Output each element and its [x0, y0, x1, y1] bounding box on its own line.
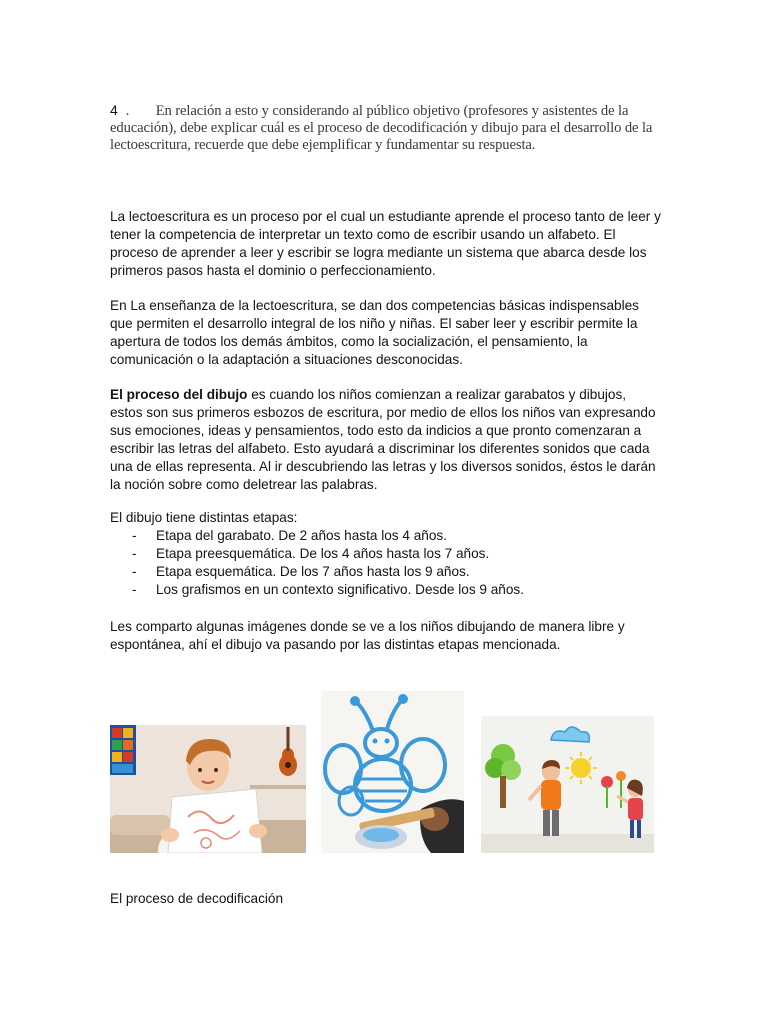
photo-boy-holding-drawing [110, 725, 306, 853]
paragraph-imagenes [110, 618, 662, 654]
paragraph-ensenanza [110, 297, 662, 369]
bullet-dash: - [132, 528, 137, 543]
paragraph-4: Les comparto algunas imágenes donde se ve a los niños dibujando de manera libre y espontánea, ahí el dibujo va pasando por las distintas etapas mencionada. [110, 619, 625, 652]
stage-text: Etapa esquemática. De los 7 años hasta los 9 años. [156, 564, 470, 579]
decodificacion-heading [110, 890, 662, 908]
photo-children-wall-mural [481, 716, 654, 853]
stage-item [110, 563, 650, 581]
question-text: En relación a esto y considerando al público objetivo (profesores y asistentes de la educación), debe explicar cuál es el proceso de decodificación y dibujo para el desarrollo de la lectoescritura, recuerde que debe ejemplificar y fundamentar su respuesta. [110, 103, 653, 154]
bullet-dash: - [132, 546, 137, 561]
bullet-dash: - [132, 582, 137, 597]
paragraph-2: En La enseñanza de la lectoescritura, se dan dos competencias básicas indispensables que permiten el desarrollo integral de los niño y niñas. El saber leer y escribir permite la apertura de todos los demás ámbitos, como la socialización, el pensamiento, la comunicación o la adaptación a situaciones desconocidas. [110, 298, 639, 367]
stage-text: Los grafismos en un contexto significativo. Desde los 9 años. [156, 582, 524, 597]
question-number: 4 [110, 102, 118, 118]
stage-item [110, 545, 650, 563]
paragraph-1: La lectoescritura es un proceso por el cual un estudiante aprende el proceso tanto de leer y tener la competencia de interpretar un texto como de escribir usando un alfabeto. El proceso de aprender a leer y escribir se logra mediante un sistema que abarca desde los primeros pasos hasta el dominio o perfeccionamiento. [110, 209, 661, 278]
question-dot: . [125, 103, 130, 119]
final-heading: El proceso de decodificación [110, 891, 284, 906]
stages-intro [110, 509, 662, 527]
photo-child-painting-bee [321, 691, 464, 853]
paragraph-lectoescritura [110, 208, 662, 280]
stage-item [110, 581, 650, 599]
paragraph-3-bold-lead: El proceso del dibujo [110, 387, 248, 402]
paragraph-3-rest: es cuando los niños comienzan a realizar garabatos y dibujos, estos son sus primeros esbozos de escritura, por medio de ellos los niños van expresando sus emociones, ideas y pensamientos, todo esto da indicios a que pronto comenzaran a escribir las letras del alfabeto. Esto ayudará a discriminar los diferentes sonidos que cada una de ellas representa. Al ir descubriendo las letras y los diversos sonidos, éstos le darán la noción sobre como deletrear las palabras. [110, 387, 656, 492]
stage-text: Etapa preesquemática. De los 4 años hasta los 7 años. [156, 546, 490, 561]
paragraph-3 [110, 386, 662, 494]
stage-text: Etapa del garabato. De 2 años hasta los 4 años. [156, 528, 447, 543]
stage-item [110, 527, 650, 545]
stages-intro-text: El dibujo tiene distintas etapas: [110, 510, 298, 525]
bullet-dash: - [132, 564, 137, 579]
question-prompt [110, 102, 662, 155]
stages-list [110, 527, 650, 599]
paragraph-dibujo [110, 386, 662, 494]
